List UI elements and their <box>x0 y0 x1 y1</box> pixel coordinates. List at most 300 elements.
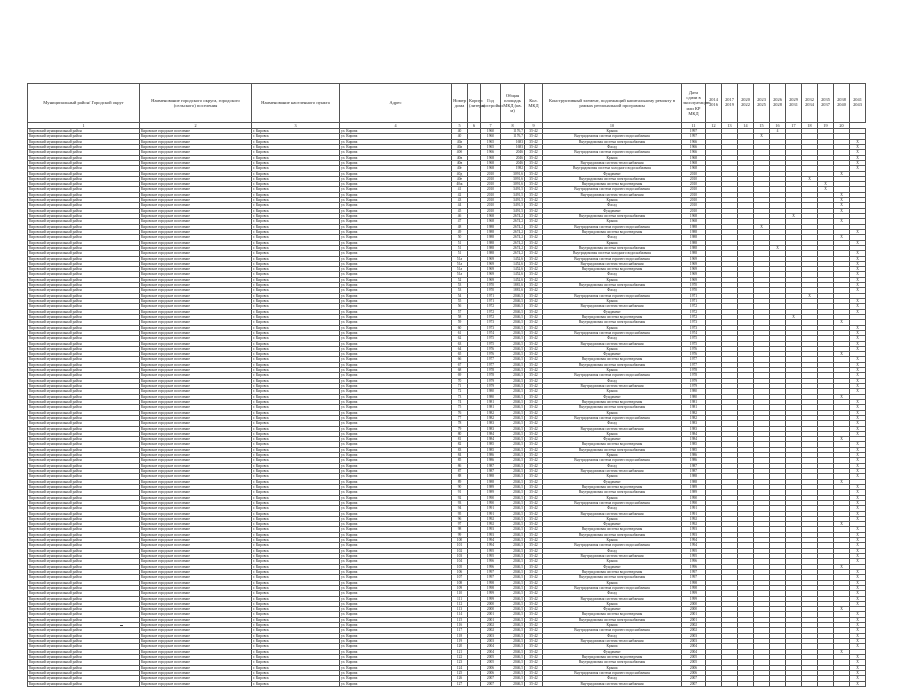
table-cell: Кировское городское поселение <box>140 293 252 298</box>
table-cell: 1966 <box>682 144 706 149</box>
table-cell: Кировский муниципальный район <box>28 229 140 234</box>
table-cell: 2674,2 <box>501 235 525 240</box>
table-cell: ул. Кирова <box>340 554 452 559</box>
table-cell: 35-42 <box>525 214 543 219</box>
table-cell: Кировский муниципальный район <box>28 649 140 654</box>
table-cell: Кировский муниципальный район <box>28 527 140 532</box>
table-cell: 1975 <box>481 336 501 341</box>
table-cell: Внутридомовая система электроснабжения <box>543 176 682 181</box>
table-cell: Кировский муниципальный район <box>28 283 140 288</box>
header-commission-date: Дата сдачи в эксплуатацию или КР МКД <box>682 84 706 123</box>
table-cell: 35-42 <box>525 352 543 357</box>
table-cell: 2005 <box>682 654 706 659</box>
table-cell: 1992 <box>682 516 706 521</box>
period-mark-cell: X <box>850 283 866 288</box>
table-cell: 3491,5 <box>501 187 525 192</box>
table-cell: Кировский муниципальный район <box>28 585 140 590</box>
table-cell: г. Кировск <box>252 187 340 192</box>
table-cell: ул. Кирова <box>340 293 452 298</box>
period-mark-cell: X <box>850 474 866 479</box>
period-mark-cell: X <box>850 399 866 404</box>
table-cell: 1972 <box>682 314 706 319</box>
table-cell: 1981 <box>682 399 706 404</box>
table-cell: 1988 <box>481 479 501 484</box>
period-mark-cell: X <box>850 240 866 245</box>
table-cell: 1971 <box>481 293 501 298</box>
table-cell: 1999 <box>682 591 706 596</box>
table-cell: Внутридомовая система водоотведения <box>543 399 682 404</box>
table-cell: 90 <box>452 484 468 489</box>
period-mark-cell: X <box>754 224 770 229</box>
table-cell: 2002 <box>682 623 706 628</box>
table-cell: 76 <box>452 410 468 415</box>
table-cell: 1988 <box>682 479 706 484</box>
table-cell: Кировский муниципальный район <box>28 410 140 415</box>
table-cell: Кировское городское поселение <box>140 474 252 479</box>
table-cell: Кировское городское поселение <box>140 569 252 574</box>
period-mark-cell: X <box>850 346 866 351</box>
table-cell: 1452,6 <box>501 277 525 282</box>
table-cell: Крыша <box>543 325 682 330</box>
table-cell: Кировский муниципальный район <box>28 150 140 155</box>
table-cell: ул. Кирова <box>340 134 452 139</box>
period-mark-cell: X <box>850 415 866 420</box>
table-cell: Кировское городское поселение <box>140 187 252 192</box>
table-cell: 40 <box>452 129 468 134</box>
table-cell: 1969 <box>481 267 501 272</box>
table-cell: г. Кировск <box>252 176 340 181</box>
header-locality: Наименование населенного пункта <box>252 84 340 123</box>
table-cell: 93 <box>452 500 468 505</box>
table-cell: 2010 <box>481 176 501 181</box>
table-cell: 1999 <box>481 596 501 601</box>
table-cell: Кировское городское поселение <box>140 288 252 293</box>
table-cell: ул. Кирова <box>340 601 452 606</box>
table-cell: Кировский муниципальный район <box>28 325 140 330</box>
period-mark-cell: X <box>850 368 866 373</box>
period-mark-cell: X <box>850 341 866 346</box>
table-cell: 1986 <box>481 453 501 458</box>
table-cell: Фундамент <box>543 607 682 612</box>
table-cell: Кировское городское поселение <box>140 601 252 606</box>
table-cell: 101 <box>452 543 468 548</box>
table-cell: 2010 <box>481 171 501 176</box>
table-cell: Кировское городское поселение <box>140 463 252 468</box>
table-cell: Фасад <box>543 272 682 277</box>
table-cell: 2046,5 <box>501 564 525 569</box>
table-cell: Внутридомовая система теплоснабжения <box>543 261 682 266</box>
table-cell: Кировское городское поселение <box>140 559 252 564</box>
table-cell: Кировский муниципальный район <box>28 670 140 675</box>
table-cell: Крыша <box>543 665 682 670</box>
table-cell: Фундамент <box>543 437 682 442</box>
table-cell: 2046,5 <box>501 490 525 495</box>
table-cell: 78 <box>452 421 468 426</box>
table-cell: 53 <box>452 283 468 288</box>
table-cell: 35-42 <box>525 548 543 553</box>
table-cell: 2010 <box>682 171 706 176</box>
table-cell: 35-42 <box>525 527 543 532</box>
table-cell: 35-42 <box>525 176 543 181</box>
table-cell: 1993 <box>682 532 706 537</box>
table-cell: 68 <box>452 368 468 373</box>
period-mark-cell: X <box>834 203 850 208</box>
table-cell: Кировский муниципальный район <box>28 607 140 612</box>
table-cell: ул. Кирова <box>340 591 452 596</box>
table-cell: г. Кировск <box>252 564 340 569</box>
table-cell: ул. Кирова <box>340 447 452 452</box>
period-mark-cell: X <box>850 330 866 335</box>
table-cell: 1993 <box>481 532 501 537</box>
table-cell: 1992 <box>682 522 706 527</box>
table-cell: ул. Кирова <box>340 458 452 463</box>
column-index: 18 <box>802 123 818 129</box>
column-index: 11 <box>682 123 706 129</box>
table-cell: Крыша <box>543 644 682 649</box>
table-cell: г. Кировск <box>252 341 340 346</box>
table-cell: 2007 <box>682 681 706 686</box>
period-mark-cell: X <box>834 352 850 357</box>
table-cell: 91 <box>452 490 468 495</box>
table-cell: ул. Кирова <box>340 176 452 181</box>
table-cell: 81 <box>452 437 468 442</box>
table-cell: 35-42 <box>525 378 543 383</box>
table-cell: г. Кировск <box>252 267 340 272</box>
table-cell: Крыша <box>543 368 682 373</box>
table-cell: ул. Кирова <box>340 670 452 675</box>
table-cell: Внутридомовая система теплоснабжения <box>543 596 682 601</box>
table-cell: 1982 <box>682 410 706 415</box>
table-cell: ул. Кирова <box>340 160 452 165</box>
column-index: 6 <box>468 123 481 129</box>
table-cell: Кировское городское поселение <box>140 240 252 245</box>
table-cell: Кировский муниципальный район <box>28 479 140 484</box>
table-cell: Крыша <box>543 580 682 585</box>
table-cell: 97 <box>452 522 468 527</box>
period-mark-cell: X <box>850 389 866 394</box>
table-cell: 1977 <box>682 362 706 367</box>
table-cell: 1980 <box>481 389 501 394</box>
table-cell: ул. Кирова <box>340 628 452 633</box>
table-cell: 35-42 <box>525 670 543 675</box>
table-cell: ул. Кирова <box>340 192 452 197</box>
period-mark-cell: X <box>850 665 866 670</box>
period-mark-cell: X <box>850 580 866 585</box>
period-mark-cell: X <box>850 288 866 293</box>
table-cell: 1968 <box>682 160 706 165</box>
table-cell: 2010 <box>682 208 706 213</box>
table-cell: ул. Кирова <box>340 516 452 521</box>
table-cell: г. Кировск <box>252 601 340 606</box>
table-cell: ул. Кирова <box>340 596 452 601</box>
table-cell: 2046,5 <box>501 415 525 420</box>
table-cell: Кировский муниципальный район <box>28 309 140 314</box>
table-cell: Фундамент <box>543 649 682 654</box>
table-cell: 2010 <box>682 192 706 197</box>
table-cell: Кировский муниципальный район <box>28 628 140 633</box>
column-index: 20 <box>834 123 850 129</box>
table-cell: Кировское городское поселение <box>140 596 252 601</box>
table-cell: Кировский муниципальный район <box>28 341 140 346</box>
table-cell: 40е <box>452 176 468 181</box>
table-cell: Кировское городское поселение <box>140 628 252 633</box>
table-cell: 1974 <box>481 330 501 335</box>
table-cell: г. Кировск <box>252 431 340 436</box>
table-cell: 2046,5 <box>501 527 525 532</box>
table-cell: Кировское городское поселение <box>140 527 252 532</box>
period-mark-cell: X <box>850 644 866 649</box>
table-cell: 1968 <box>481 219 501 224</box>
table-cell: 1881,6 <box>501 283 525 288</box>
period-mark-cell: X <box>834 564 850 569</box>
table-cell: 35-42 <box>525 490 543 495</box>
table-cell: Внутридомовая система водоотведения <box>543 654 682 659</box>
table-cell: 35-42 <box>525 277 543 282</box>
table-cell: 35-42 <box>525 463 543 468</box>
table-cell: Внутридомовая система горячего водоснабжения <box>543 585 682 590</box>
table-cell: Кировское городское поселение <box>140 554 252 559</box>
table-cell: Внутридомовая система горячего водоснабжения <box>543 224 682 229</box>
table-cell: 35-42 <box>525 495 543 500</box>
table-cell: г. Кировск <box>252 633 340 638</box>
period-mark-cell: X <box>850 160 866 165</box>
table-cell: Кировский муниципальный район <box>28 469 140 474</box>
table-cell: Кировский муниципальный район <box>28 569 140 574</box>
table-cell: 2010 <box>682 203 706 208</box>
table-cell: Кировское городское поселение <box>140 272 252 277</box>
table-cell: г. Кировск <box>252 639 340 644</box>
table-cell: г. Кировск <box>252 548 340 553</box>
table-cell: Кировский муниципальный район <box>28 166 140 171</box>
table-cell: 1972 <box>481 309 501 314</box>
table-cell: 2010 <box>481 208 501 213</box>
table-cell: 1988 <box>481 474 501 479</box>
table-cell: Внутридомовая система горячего водоснабжения <box>543 670 682 675</box>
table-cell: г. Кировск <box>252 612 340 617</box>
table-cell: 1979 <box>682 378 706 383</box>
table-cell: 3091,6 <box>501 182 525 187</box>
table-cell: г. Кировск <box>252 399 340 404</box>
table-cell: 56 <box>452 304 468 309</box>
table-cell: 1972 <box>682 304 706 309</box>
table-cell: ул. Кирова <box>340 203 452 208</box>
table-cell: 1968 <box>481 166 501 171</box>
table-cell: 2674,2 <box>501 251 525 256</box>
table-cell: Кировский муниципальный район <box>28 543 140 548</box>
table-cell: 100 <box>452 538 468 543</box>
table-cell: 35-42 <box>525 511 543 516</box>
table-cell: 1978 <box>682 368 706 373</box>
period-mark-cell: X <box>850 569 866 574</box>
table-cell: Кировское городское поселение <box>140 426 252 431</box>
table-cell: Кировское городское поселение <box>140 357 252 362</box>
table-cell: 1975 <box>682 336 706 341</box>
table-cell: 35-42 <box>525 538 543 543</box>
table-cell: Внутридомовая система электроснабжения <box>543 283 682 288</box>
table-cell: 1997 <box>682 129 706 134</box>
table-cell: 35-42 <box>525 601 543 606</box>
table-cell: 35-42 <box>525 192 543 197</box>
table-cell: Кировское городское поселение <box>140 479 252 484</box>
table-cell: 103 <box>452 554 468 559</box>
table-cell: г. Кировск <box>252 500 340 505</box>
table-cell: 109 <box>452 585 468 590</box>
table-cell: 1982 <box>481 415 501 420</box>
table-cell: 35-42 <box>525 240 543 245</box>
table-cell: 2046,5 <box>501 474 525 479</box>
table-cell: 1980 <box>481 394 501 399</box>
table-cell: 2010 <box>481 182 501 187</box>
period-mark-cell: X <box>834 171 850 176</box>
table-cell: 2004 <box>682 644 706 649</box>
table-cell: Внутридомовая система горячего водоснабжения <box>543 415 682 420</box>
header-period-0: 2014 2016 <box>706 84 722 123</box>
table-cell: 108 <box>452 580 468 585</box>
table-cell: Внутридомовая система водоотведения <box>543 442 682 447</box>
table-cell: 2007 <box>481 676 501 681</box>
period-mark-cell: X <box>850 676 866 681</box>
table-cell: 1970 <box>481 283 501 288</box>
table-cell: Кировский муниципальный район <box>28 160 140 165</box>
table-cell: ул. Кирова <box>340 362 452 367</box>
table-cell: 1960 <box>481 134 501 139</box>
table-cell: 2046,5 <box>501 394 525 399</box>
table-cell: Кировское городское поселение <box>140 617 252 622</box>
table-cell: 1998 <box>481 585 501 590</box>
table-cell: 40д <box>452 171 468 176</box>
table-cell: г. Кировск <box>252 628 340 633</box>
table-cell: г. Кировск <box>252 192 340 197</box>
table-cell: Кировское городское поселение <box>140 208 252 213</box>
table-cell: Кировский муниципальный район <box>28 495 140 500</box>
period-mark-cell: X <box>850 575 866 580</box>
table-cell: Кировский муниципальный район <box>28 144 140 149</box>
table-cell: 35-42 <box>525 591 543 596</box>
table-cell: Внутридомовая система водоотведения <box>543 182 682 187</box>
table-cell: 2046,5 <box>501 341 525 346</box>
table-cell: г. Кировск <box>252 516 340 521</box>
table-cell: 2000 <box>481 601 501 606</box>
table-cell: 127 <box>452 681 468 686</box>
table-cell: 51 <box>452 251 468 256</box>
table-cell: Фасад <box>543 203 682 208</box>
table-cell: Внутридомовая система электроснабжения <box>543 320 682 325</box>
table-cell: Кировский муниципальный район <box>28 182 140 187</box>
table-cell: 1987 <box>682 469 706 474</box>
table-cell: 1979 <box>682 384 706 389</box>
table-cell: Крыша <box>543 198 682 203</box>
table-cell: Кировское городское поселение <box>140 670 252 675</box>
table-cell: 1993 <box>481 527 501 532</box>
table-cell: 2046,5 <box>501 628 525 633</box>
table-cell: 2006 <box>481 665 501 670</box>
table-cell: 1993 <box>682 527 706 532</box>
table-cell: 35-42 <box>525 150 543 155</box>
table-cell: г. Кировск <box>252 283 340 288</box>
table-cell: 1965 <box>481 139 501 144</box>
table-cell: 40в <box>452 155 468 160</box>
table-cell: Кировское городское поселение <box>140 612 252 617</box>
table-cell: 1975 <box>481 341 501 346</box>
table-cell: 1985 <box>481 442 501 447</box>
table-cell: 2046,5 <box>501 660 525 665</box>
period-mark-cell <box>818 681 834 686</box>
table-cell: 1969 <box>481 261 501 266</box>
table-cell: 40 <box>452 134 468 139</box>
table-cell: 35-42 <box>525 633 543 638</box>
column-index: 7 <box>481 123 501 129</box>
table-cell: Кировский муниципальный район <box>28 415 140 420</box>
period-mark-cell: X <box>850 229 866 234</box>
table-cell: 1969 <box>682 267 706 272</box>
table-cell: ул. Кирова <box>340 378 452 383</box>
table-cell: г. Кировск <box>252 245 340 250</box>
table-cell: Крыша <box>543 601 682 606</box>
period-mark-cell: X <box>850 559 866 564</box>
table-cell: 1999 <box>682 596 706 601</box>
table-cell: г. Кировск <box>252 166 340 171</box>
table-cell: г. Кировск <box>252 208 340 213</box>
table-cell: 2046,5 <box>501 654 525 659</box>
table-cell: 1985 <box>682 447 706 452</box>
table-cell: 2046,5 <box>501 325 525 330</box>
table-cell: Крыша <box>543 299 682 304</box>
table-cell: 126 <box>452 676 468 681</box>
table-cell: Фасад <box>543 144 682 149</box>
table-cell: Внутридомовая система холодного водоснабжения <box>543 166 682 171</box>
table-cell: Внутридомовая система электроснабжения <box>543 245 682 250</box>
table-cell: 35-42 <box>525 251 543 256</box>
table-cell: 35-42 <box>525 479 543 484</box>
table-cell: г. Кировск <box>252 129 340 134</box>
period-mark-cell: X <box>786 314 802 319</box>
table-cell: 54 <box>452 293 468 298</box>
table-cell: Кировский муниципальный район <box>28 548 140 553</box>
table-cell: Кировский муниципальный район <box>28 554 140 559</box>
table-cell: Кировское городское поселение <box>140 654 252 659</box>
table-cell: ул. Кирова <box>340 267 452 272</box>
table-cell: 2046,5 <box>501 299 525 304</box>
table-cell: Фасад <box>543 421 682 426</box>
table-cell: 2046,5 <box>501 421 525 426</box>
period-mark-cell: X <box>850 166 866 171</box>
table-cell: ул. Кирова <box>340 171 452 176</box>
period-mark-cell: X <box>770 245 786 250</box>
period-mark-cell: X <box>850 639 866 644</box>
table-cell: 51а <box>452 261 468 266</box>
table-cell: 35-42 <box>525 304 543 309</box>
table-cell: Кировский муниципальный район <box>28 320 140 325</box>
table-cell: 1968 <box>682 155 706 160</box>
header-period-5: 2029 2031 <box>786 84 802 123</box>
table-cell: Внутридомовая система электроснабжения <box>543 214 682 219</box>
table-cell: 1987 <box>481 463 501 468</box>
table-cell: 121 <box>452 649 468 654</box>
table-cell: 1974 <box>682 330 706 335</box>
table-cell: Кировский муниципальный район <box>28 314 140 319</box>
table-cell: Кировское городское поселение <box>140 681 252 686</box>
table-cell: 49 <box>452 229 468 234</box>
table-cell: Кировский муниципальный район <box>28 564 140 569</box>
table-cell: 2674,2 <box>501 229 525 234</box>
table-cell: г. Кировск <box>252 532 340 537</box>
table-cell: 40г <box>452 166 468 171</box>
table-cell: 65 <box>452 352 468 357</box>
table-cell: Внутридомовая система горячего водоснабжения <box>543 373 682 378</box>
period-mark-cell: X <box>850 506 866 511</box>
table-cell: Внутридомовая система теплоснабжения <box>543 426 682 431</box>
table-cell: Кировский муниципальный район <box>28 245 140 250</box>
